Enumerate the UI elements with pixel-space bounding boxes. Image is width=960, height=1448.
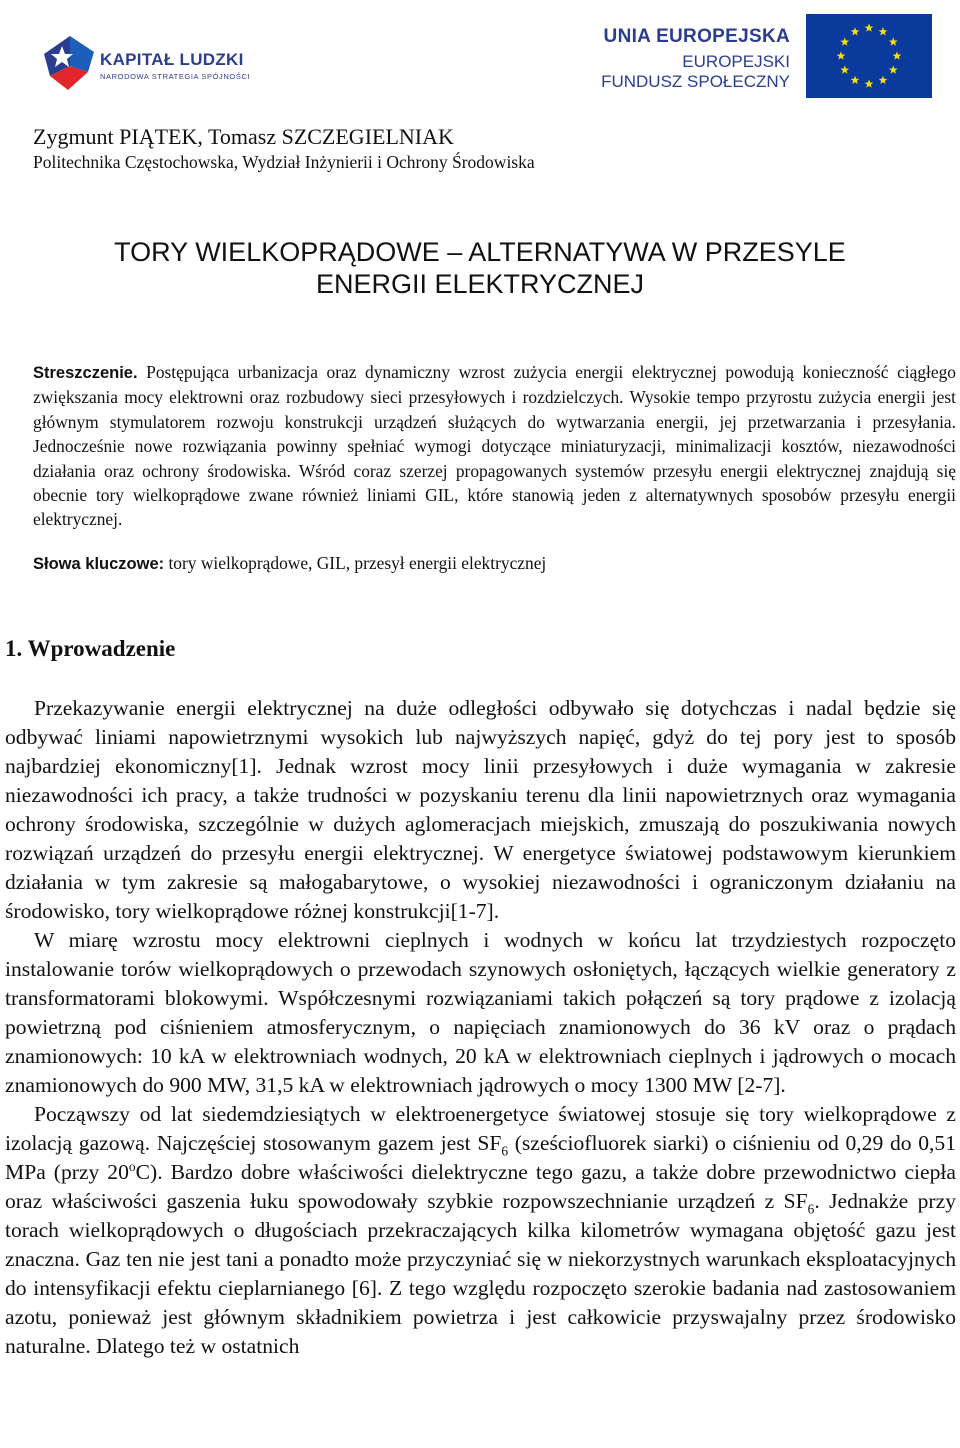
authors: Zygmunt PIĄTEK, Tomasz SZCZEGIELNIAK — [33, 124, 454, 149]
eu-flag-icon — [806, 14, 932, 98]
kapital-ludzki-logo — [40, 26, 251, 96]
keywords-text: tory wielkoprądowe, GIL, przesył energii elektrycznej — [164, 553, 547, 573]
eu-logo-line1: UNIA EUROPEJSKA — [603, 26, 790, 47]
paragraph-3-part-d: . Jednakże przy torach wielkoprądowych o długościach przekraczających kilka kilometrów wymagana objętość gazu jest znaczna. Gaz ten nie jest tani a ponadto może przyczyniać się w niekorzystnych warunkach eksploatacyjnych do intensyfikacji efektu cieplarnianego [6]. Z tego względu rozpoczęto szerokie badania nad zastosowaniem azotu, ponieważ jest głównym składnikiem powietrza i jest całkowicie przyswajalny przez środowisko naturalne. Dlatego też w ostatnich — [5, 1189, 956, 1358]
paragraph-3-part-c: C). Bardzo dobre właściwości dielektryczne tego gazu, a także dobre przewodnictwo ciepła oraz właściwości gaszenia łuku spowodowały szybkie rozpowszechnianie urządzeń z SF — [5, 1160, 956, 1213]
keywords-label: Słowa kluczowe: — [33, 555, 165, 573]
eu-logo-line2: EUROPEJSKI — [682, 52, 790, 71]
section-body — [5, 694, 956, 1361]
kapital-ludzki-subtitle: NARODOWA STRATEGIA SPÓJNOŚCI — [100, 72, 251, 81]
section-heading: 1. Wprowadzenie — [5, 636, 176, 661]
paragraph-3 — [5, 1100, 956, 1361]
sf6-subscript-2: 6 — [807, 1201, 815, 1217]
paragraph-3-part-a: Począwszy od lat siedemdziesiątych w elektroenergetyce światowej stosuje się tory wielkoprądowe z izolacją gazową. Najczęściej stosowanym gazem jest SF — [5, 1102, 956, 1155]
paragraph-3-part-b: (sześciofluorek siarki) o ciśnieniu od 0,29 do 0,51 MPa (przy 20 — [5, 1131, 957, 1184]
abstract-label: Streszczenie. — [33, 364, 138, 382]
degree-superscript: o — [128, 1158, 136, 1174]
eu-efs-logo — [601, 14, 932, 98]
keywords — [33, 553, 546, 574]
kapital-ludzki-name: KAPITAŁ LUDZKI — [100, 50, 244, 69]
kapital-ludzki-emblem-icon — [40, 32, 96, 92]
abstract — [33, 360, 956, 532]
eu-logo-line3: FUNDUSZ SPOŁECZNY — [601, 72, 790, 91]
abstract-text: Postępująca urbanizacja oraz dynamiczny wzrost zużycia energii elektrycznej powodują konieczność ciągłego zwiększania mocy elektrowni oraz rozbudowy sieci przesyłowych i rozdzielczych. Wysokie tempo przyrostu zużycia energii jest głównym stymulatorem rozwoju konstrukcji urządzeń służących do wytwarzania energii, jej przetwarzania i przesyłania. Jednocześnie nowe rozwiązania powinny spełniać wymogi dotyczące miniaturyzacji, minimalizacji kosztów, niezawodności działania oraz ochrony środowiska. Wśród coraz szerzej propagowanych systemów przesyłu energii elektrycznej znajdują się obecnie tory wielkoprądowe zwane również liniami GIL, które stanowią jeden z alternatywnych sposobów przesyłu energii elektrycznej. — [33, 362, 956, 530]
paper-title — [0, 236, 960, 300]
paper-title-line2: ENERGII ELEKTRYCZNEJ — [315, 269, 645, 299]
affiliation: Politechnika Częstochowska, Wydział Inżynierii i Ochrony Środowiska — [33, 152, 535, 172]
sf6-subscript-1: 6 — [501, 1143, 509, 1159]
paragraph-2: W miarę wzrostu mocy elektrowni cieplnych i wodnych w końcu lat trzydziestych rozpoczęto instalowanie torów wielkoprądowych o przewodach szynowych osłoniętych, łączących wielkie generatory z transformatorami blokowymi. Współczesnymi rozwiązaniami takich połączeń są tory prądowe z izolacją powietrzną pod ciśnieniem atmosferycznym, o napięciach znamionowych do 36 kV oraz o prądach znamionowych: 10 kA w elektrowniach wodnych, 20 kA w elektrowniach cieplnych i jądrowych o mocach znamionowych do 900 MW, 31,5 kA w elektrowniach jądrowych o mocy 1300 MW [2-7]. — [5, 928, 956, 1097]
paper-title-line1: TORY WIELKOPRĄDOWE – ALTERNATYWA W PRZESYLE — [114, 237, 846, 267]
paragraph-1: Przekazywanie energii elektrycznej na duże odległości odbywało się dotychczas i nadal będzie się odbywać liniami napowietrznymi wysokich lub najwyższych napięć, gdyż do tej pory jest to sposób najbardziej ekonomiczny[1]. Jednak wzrost mocy linii przesyłowych i duże wymagania w zakresie niezawodności ich pracy, a także trudności w pozyskaniu terenu dla linii napowietrznych oraz wymagania ochrony środowiska, szczególnie w dużych aglomeracjach miejskich, zmuszają do poszukiwania nowych rozwiązań urządzeń do przesyłu energii elektrycznej. W energetyce światowej podstawowym kierunkiem działania w tym zakresie są małogabarytowe, o wysokiej niezawodności i ograniczonym działaniu na środowisko, tory wielkoprądowe różnej konstrukcji[1-7]. — [5, 696, 956, 923]
